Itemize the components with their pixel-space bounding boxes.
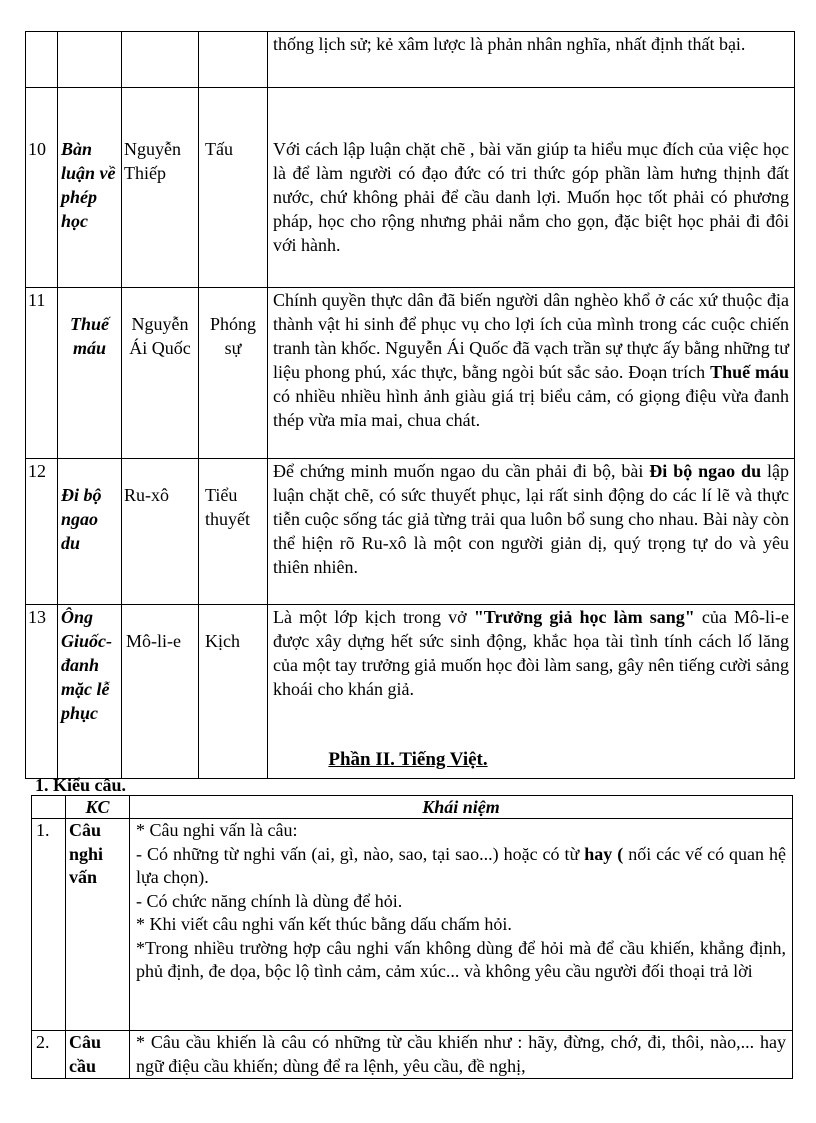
content-run: của Mô-li-e được xây dựng hết sức sinh động, khắc họa tài tình tính cách lố lăng của một tay trưởng giả muốn học đòi làm sang, gây nên tiếng cười sảng khoái cho khán giả. xyxy=(273,607,790,699)
work-title: Ông Giuốc-đanh mặc lễ phục xyxy=(58,605,122,779)
concept-line xyxy=(136,843,786,890)
header-kc: KC xyxy=(66,796,130,819)
table-header-row xyxy=(32,796,793,819)
row-number: 10 xyxy=(26,88,58,288)
content-run-bold: Thuế máu xyxy=(710,362,789,382)
work-title xyxy=(58,32,122,88)
header-concept: Khái niệm xyxy=(130,796,793,819)
work-content xyxy=(268,32,795,88)
content-run: Để chứng minh muốn ngao du cần phải đi bộ, bài xyxy=(273,461,650,481)
work-genre: Tấu xyxy=(199,88,268,288)
content-run-bold: Đi bộ ngao du xyxy=(649,461,762,481)
row-number: 12 xyxy=(26,459,58,605)
table-row xyxy=(26,288,795,459)
work-author: Nguyễn Thiếp xyxy=(122,88,199,288)
sentence-type: Câu cầu xyxy=(66,1031,130,1079)
work-author: Mô-li-e xyxy=(122,605,199,779)
table-row xyxy=(26,88,795,288)
work-author xyxy=(122,32,199,88)
works-table xyxy=(25,31,795,779)
concept-line: - Có chức năng chính là dùng để hỏi. xyxy=(136,890,403,911)
content-run: - Có những từ nghi vấn (ai, gì, nào, sao, tại sao...) hoặc có từ xyxy=(136,843,585,864)
content-run: thống lịch sử; kẻ xâm lược là phản nhân nghĩa, nhất định thất bại. xyxy=(273,34,746,54)
work-title: Đi bộ ngao du xyxy=(58,459,122,605)
work-content xyxy=(268,88,795,288)
content-run-bold: "Trưởng giả học làm sang" xyxy=(473,607,695,627)
content-run: lập luận chặt chẽ, có sức thuyết phục, lại rất sinh động do các lí lẽ và thực tiễn cuộc sống tác giả từng trải qua luôn bổ sung cho nhau. Bài này còn thể hiện rõ Ru-xô là một con người giản dị, quý trọng tự do và yêu thiên nhiên. xyxy=(273,461,789,577)
table-row xyxy=(26,459,795,605)
table-row xyxy=(26,32,795,88)
work-content xyxy=(268,288,795,459)
content-run: Chính quyền thực dân đã biến người dân nghèo khổ ở các xứ thuộc địa thành vật hi sinh để phục vụ cho lợi ích của mình trong các cuộc chiến tranh tàn khốc. Nguyễn Ái Quốc đã vạch trần sự thực ấy bằng những tư liệu phong phú, xác thực, bằng ngòi bút sắc sảo. Đoạn trích xyxy=(273,290,789,382)
work-genre xyxy=(199,32,268,88)
sentence-types-table xyxy=(31,795,793,1079)
concept-text xyxy=(130,1031,793,1079)
row-number: 13 xyxy=(26,605,58,779)
work-title: Bàn luận về phép học xyxy=(58,88,122,288)
row-number: 2. xyxy=(32,1031,66,1079)
table-row xyxy=(32,819,793,1031)
content-run: nối các vế có quan hệ lựa chọn). xyxy=(136,843,786,887)
section-title: Phần II. Tiếng Việt. xyxy=(328,749,488,770)
subsection-title: 1. Kiểu câu. xyxy=(35,775,127,795)
work-genre: Tiểu thuyết xyxy=(199,459,268,605)
work-genre: Kịch xyxy=(199,605,268,779)
work-title: Thuế máu xyxy=(58,288,122,459)
concept-line: *Trong nhiều trường hợp câu nghi vấn không dùng để hỏi mà để cầu khiến, khẳng định, phủ định, đe dọa, bộc lộ tình cảm, cảm xúc... và không yêu cầu người đối thoại trả lời xyxy=(136,937,786,981)
content-run: Với cách lập luận chặt chẽ , bài văn giúp ta hiểu mục đích của việc học là để làm người có đạo đức có tri thức góp phần làm hưng thịnh đất nước, chứ không phải để cầu danh lợi. Muốn học tốt phải có phương pháp, học cho rộng nhưng phải nắm cho gọn, đặc biệt học phải đi đôi với hành. xyxy=(273,139,789,255)
content-run: có nhiều nhiều hình ảnh giàu giá trị biểu cảm, có giọng điệu vừa đanh thép vừa mỉa mai, chua chát. xyxy=(273,386,789,430)
work-genre: Phóng sự xyxy=(199,288,268,459)
table-row xyxy=(32,1031,793,1079)
concept-line: * Câu nghi vấn là câu: xyxy=(136,820,298,840)
header-num xyxy=(32,796,66,819)
sentence-type: Câu nghi vấn xyxy=(66,819,130,1031)
work-author: Ru-xô xyxy=(122,459,199,605)
concept-line: * Câu cầu khiến là câu có những từ cầu khiến như : hãy, đừng, chớ, đi, thôi, nào,... hay ngữ điệu cầu khiến; dùng để ra lệnh, yêu cầu, đề nghị, xyxy=(136,1032,786,1076)
work-author: Nguyễn Ái Quốc xyxy=(122,288,199,459)
row-number: 11 xyxy=(26,288,58,459)
concept-text xyxy=(130,819,793,1031)
row-number xyxy=(26,32,58,88)
row-number: 1. xyxy=(32,819,66,1031)
content-run-bold: hay ( xyxy=(584,843,624,864)
content-run: Là một lớp kịch trong vở xyxy=(273,607,474,627)
work-content xyxy=(268,459,795,605)
concept-line: * Khi viết câu nghi vấn kết thúc bằng dấu chấm hỏi. xyxy=(136,914,512,934)
